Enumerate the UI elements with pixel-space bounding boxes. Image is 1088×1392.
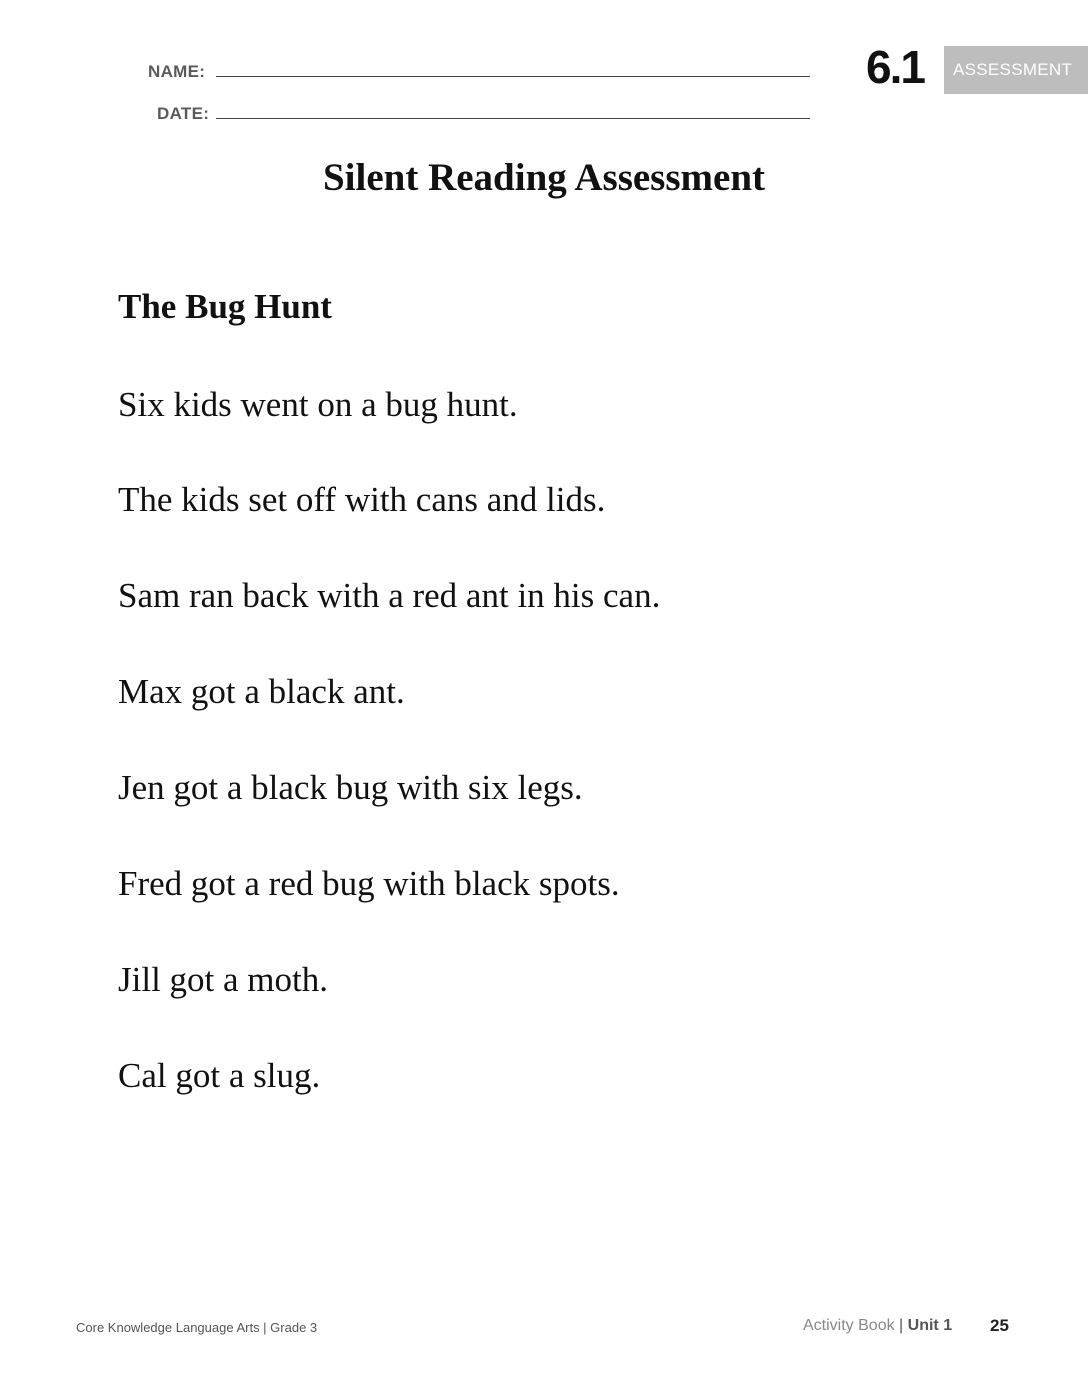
assessment-tag: ASSESSMENT — [944, 46, 1088, 94]
lesson-number: 6.1 — [866, 41, 924, 93]
story-line: Max got a black ant. — [118, 672, 405, 711]
name-label: NAME: — [148, 62, 206, 81]
story-line: Jill got a moth. — [118, 960, 328, 999]
story-line: Cal got a slug. — [118, 1056, 321, 1095]
footer-book: Activity Book — [803, 1317, 895, 1334]
story-line: Six kids went on a bug hunt. — [118, 385, 518, 424]
date-field-line[interactable] — [216, 118, 810, 119]
story-line: Fred got a red bug with black spots. — [118, 864, 620, 903]
page-title: Silent Reading Assessment — [322, 156, 766, 199]
name-field-line[interactable] — [216, 76, 810, 77]
footer-book-info — [803, 1317, 952, 1335]
story-title: The Bug Hunt — [118, 287, 332, 326]
footer-separator: | — [899, 1317, 904, 1334]
story-line: The kids set off with cans and lids. — [118, 480, 606, 519]
story-line: Jen got a black bug with six legs. — [118, 768, 583, 807]
date-label: DATE: — [157, 104, 210, 123]
footer-unit: Unit 1 — [907, 1317, 953, 1334]
page-number: 25 — [990, 1316, 1009, 1335]
footer-course: Core Knowledge Language Arts | Grade 3 — [76, 1320, 318, 1335]
story-line: Sam ran back with a red ant in his can. — [118, 576, 661, 615]
